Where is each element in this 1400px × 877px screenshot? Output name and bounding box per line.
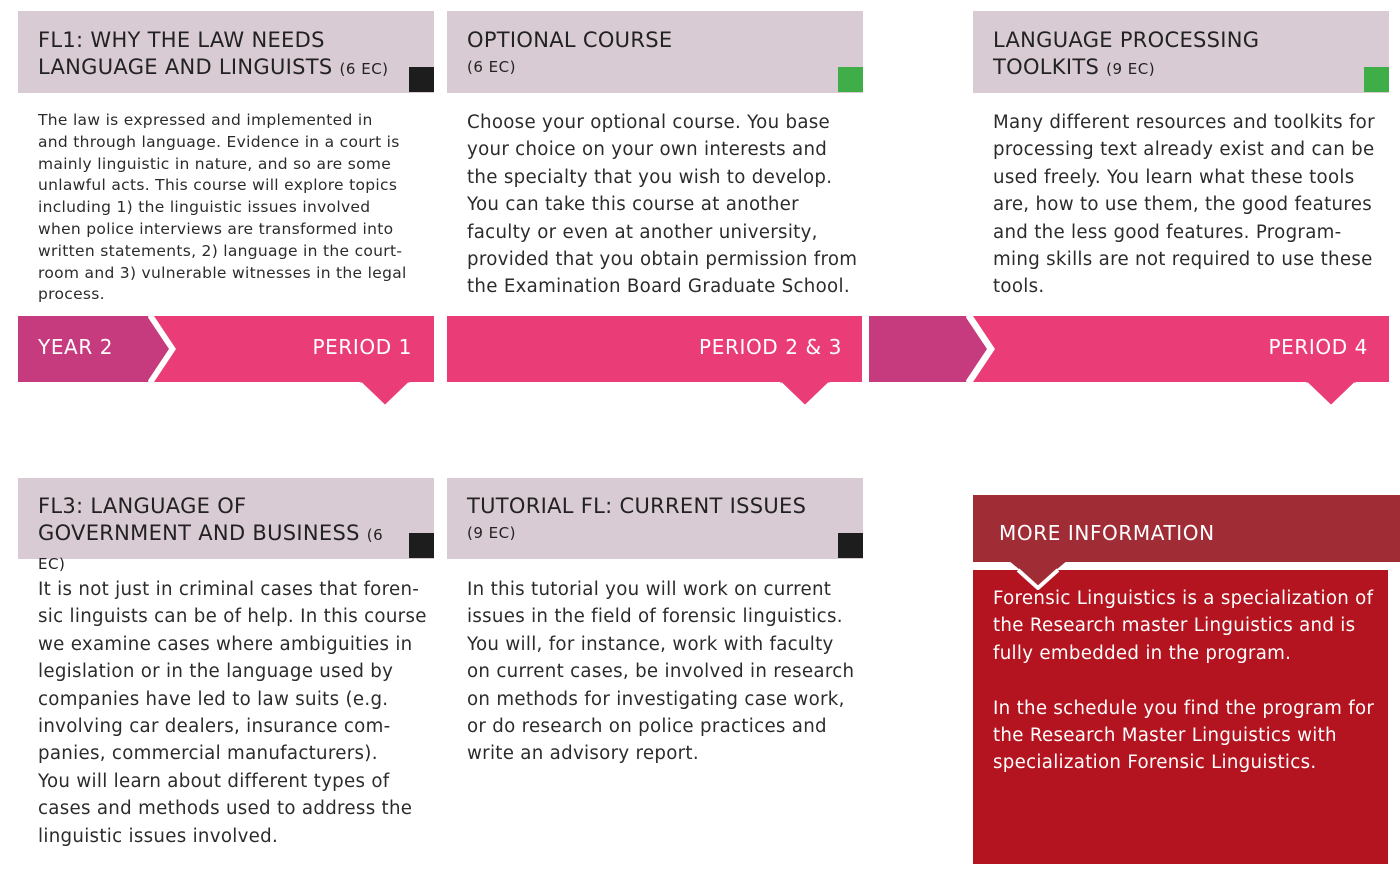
course-ec: (6 EC) xyxy=(339,60,389,78)
text-line: ming skills are not required to use these xyxy=(993,249,1373,271)
course-title xyxy=(467,27,823,80)
period-1-label: PERIOD 1 xyxy=(312,335,412,359)
course-title xyxy=(993,27,1289,83)
more-info-paragraph xyxy=(993,695,1378,777)
course-title xyxy=(38,493,394,578)
course-description xyxy=(467,576,862,768)
course-box-fl1 xyxy=(18,11,434,93)
more-info-heading-bar xyxy=(973,495,1400,562)
course-title xyxy=(467,404,823,457)
gap-chevron-block xyxy=(869,316,988,382)
text-line: fully embedded in the program. xyxy=(993,642,1292,664)
course-title xyxy=(38,27,394,83)
text-line: the Research Master Linguistics with xyxy=(993,725,1337,747)
text-line: on methods for investigating case work, xyxy=(467,688,845,710)
course-box-optional xyxy=(447,11,863,93)
course-box-language-processing xyxy=(973,11,1389,93)
period-2-3-label: PERIOD 2 & 3 xyxy=(699,335,842,359)
text-line: In this tutorial you will work on current xyxy=(467,579,832,600)
text-line: mainly linguistic in nature, and so are some xyxy=(38,154,392,173)
color-marker-square xyxy=(409,533,434,558)
course-description xyxy=(38,576,433,850)
text-line: when police interviews are transformed into xyxy=(38,219,394,238)
course-description xyxy=(38,110,428,306)
text-line: your choice on your own interests and xyxy=(467,139,828,161)
text-line: used freely. You learn what these tools xyxy=(993,166,1355,188)
color-marker-square xyxy=(409,67,434,92)
course-title-text: FL3: LANGUAGE OF GOVERNMENT AND BUSINESS xyxy=(38,494,360,545)
text-line: You can take this course at another xyxy=(467,194,799,216)
text-line: room and 3) vulnerable witnesses in the legal xyxy=(38,263,407,282)
course-title xyxy=(467,493,823,546)
course-ec: (6 EC) xyxy=(467,435,516,453)
course-ec: (6 EC) xyxy=(467,58,516,76)
course-title-text: GENERAL LINGUISTICS xyxy=(38,405,281,429)
course-title-text: FL1: WHY THE LAW NEEDS LANGUAGE AND LINGUISTS xyxy=(38,28,333,79)
color-marker-square xyxy=(838,67,863,92)
text-line: unlawful acts. This course will explore topics xyxy=(38,176,398,195)
course-box-tutorial xyxy=(447,478,863,559)
course-ec: (30 EC) xyxy=(993,435,1053,453)
course-title-text: LANGUAGE PROCESSING TOOLKITS xyxy=(993,28,1260,79)
course-description xyxy=(993,109,1393,301)
text-line: linguistic issues involved. xyxy=(38,825,279,847)
course-title xyxy=(38,404,394,457)
text-line: You will, for instance, work with faculty xyxy=(467,633,834,655)
text-line: and through language. Evidence in a court is xyxy=(38,132,400,151)
course-ec: (9 EC) xyxy=(1106,60,1156,78)
text-line: tools. xyxy=(993,276,1045,298)
notch-down-icon xyxy=(1008,560,1068,590)
text-line: sic linguists can be of help. In this course xyxy=(38,606,427,628)
year-label: YEAR 2 xyxy=(38,335,114,359)
color-marker-square xyxy=(1364,67,1389,92)
text-line: cases and methods used to address the xyxy=(38,798,413,820)
text-line: The law is expressed and implemented in xyxy=(38,111,373,129)
text-line: It is not just in criminal cases that foren- xyxy=(38,579,420,600)
text-line: we examine cases where ambiguities in xyxy=(38,633,413,655)
text-line: the specialty that you wish to develop. xyxy=(467,166,833,188)
more-info-heading: MORE INFORMATION xyxy=(999,521,1215,545)
text-line: panies, commercial manufacturers). xyxy=(38,743,378,765)
text-line: involving car dealers, insurance com- xyxy=(38,716,391,738)
text-line: You will learn about different types of xyxy=(38,770,390,792)
text-line: or do research on police practices and xyxy=(467,716,827,738)
text-line: written statements, 2) language in the court- xyxy=(38,241,403,260)
course-description xyxy=(467,109,862,301)
text-line: on current cases, be involved in research xyxy=(467,661,855,683)
course-ec: (9 EC) xyxy=(467,524,516,542)
course-title-text: OPTIONAL COURSE xyxy=(467,28,673,52)
color-marker-square xyxy=(838,533,863,558)
course-title-text: RESEARCH DESIGN II xyxy=(467,405,692,429)
text-line: In the schedule you find the program for xyxy=(993,697,1375,719)
text-line: provided that you obtain permission from xyxy=(467,249,858,271)
color-marker-square xyxy=(838,444,863,469)
text-line: Forensic Linguistics is a specialization of xyxy=(993,588,1374,609)
text-line: including 1) the linguistic issues involved xyxy=(38,198,371,217)
more-info-paragraph xyxy=(993,585,1378,667)
text-line: write an advisory report. xyxy=(467,743,699,765)
text-line: Choose your optional course. You base xyxy=(467,112,831,133)
text-line: issues in the field of forensic linguistics. xyxy=(467,606,843,628)
color-marker-square xyxy=(409,444,434,469)
text-line: legislation or in the language used by xyxy=(38,661,394,683)
text-line: are, how to use them, the good features xyxy=(993,194,1373,216)
course-title-text: TUTORIAL FL: CURRENT ISSUES xyxy=(467,494,807,518)
period-4-label: PERIOD 4 xyxy=(1268,335,1368,359)
more-info-panel xyxy=(973,570,1388,864)
course-box-fl3 xyxy=(18,478,434,573)
text-line: and the less good features. Program- xyxy=(993,221,1342,243)
course-title xyxy=(993,404,1349,457)
course-ec: (9 EC) xyxy=(38,435,87,453)
course-ec: (6 EC) xyxy=(38,526,384,573)
text-line: faculty or even at another university, xyxy=(467,221,818,243)
text-line: the Examination Board Graduate School. xyxy=(467,276,850,298)
more-info-text xyxy=(993,585,1378,777)
text-line: companies have led to law suits (e.g. xyxy=(38,688,389,710)
text-line: Many different resources and toolkits for xyxy=(993,112,1375,133)
text-line: processing text already exist and can be xyxy=(993,139,1375,161)
course-title-text: THESIS xyxy=(993,405,1070,429)
text-line: process. xyxy=(38,285,105,304)
text-line: the Research master Linguistics and is xyxy=(993,615,1356,637)
text-line: specialization Forensic Linguistics. xyxy=(993,752,1317,774)
